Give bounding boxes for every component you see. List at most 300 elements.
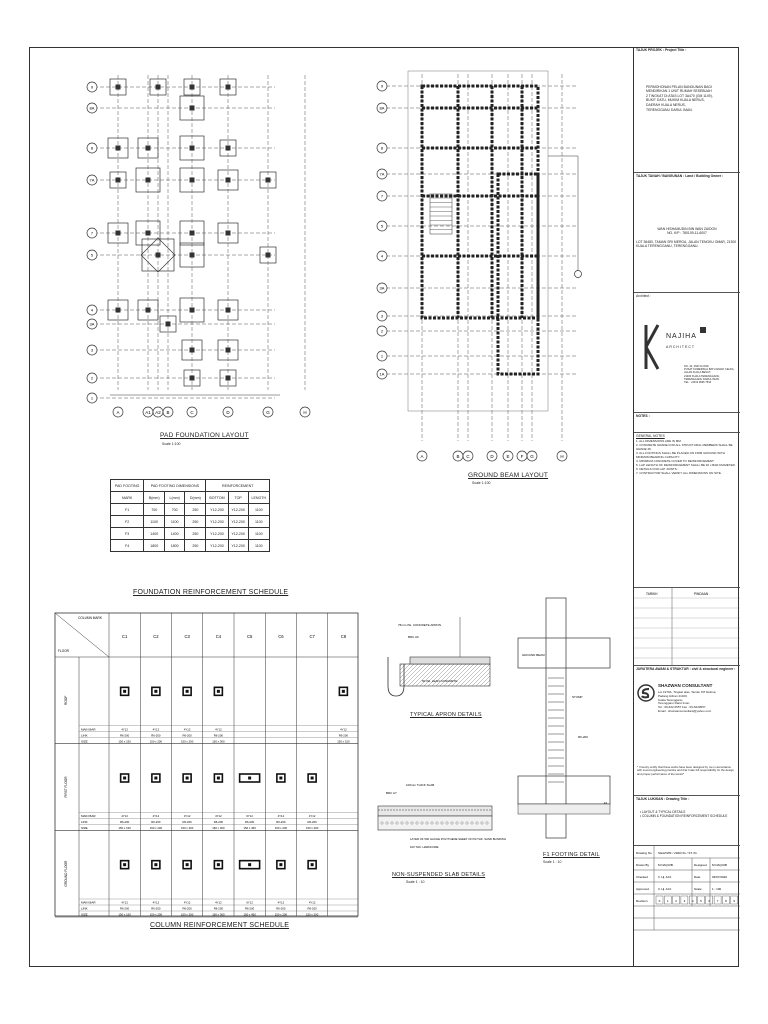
grid-label: 4 — [90, 307, 94, 313]
stump-column — [190, 253, 195, 258]
table-cell: 1100 — [248, 540, 269, 552]
table-cell: 1100 — [248, 516, 269, 528]
detail-label: LINK — [81, 906, 88, 911]
revision-mark: 2 — [675, 899, 677, 903]
floor-label: FIRST FLOOR — [64, 776, 68, 798]
grid-label: 8 — [90, 145, 94, 151]
grid-label: 8A — [89, 105, 95, 111]
firm-detail-line: JALAN KUALA BESUT, — [684, 371, 711, 375]
architect-block — [634, 292, 740, 412]
stump-column — [190, 231, 195, 236]
detail-label: SIZE — [81, 739, 88, 744]
grid-label: D — [226, 410, 230, 415]
rebar — [154, 863, 157, 866]
info-label: Checked — [636, 875, 648, 879]
column-mark: C7 — [309, 634, 315, 639]
info-value: M.NAQUIB — [658, 863, 673, 867]
grid-label: F — [520, 454, 524, 459]
rebar — [311, 777, 314, 780]
stump-column — [226, 348, 231, 353]
grid-label: A2 — [155, 410, 161, 415]
table-cell: 1800 — [144, 540, 165, 552]
detail-value: 4Y12 — [215, 813, 222, 818]
engineer-logo — [637, 684, 655, 704]
detail-value: 150 x 450 — [243, 825, 256, 830]
column-mark: C3 — [184, 634, 190, 639]
engineer-block — [634, 665, 740, 795]
stump-column — [116, 146, 121, 151]
revision-mark: 7 — [716, 899, 719, 903]
column-mark: C5 — [246, 634, 253, 639]
footing-base — [518, 776, 610, 804]
detail-value: 150 x 150 — [118, 825, 131, 830]
detail-value: R6-200 — [151, 906, 161, 911]
drawing-no: SHAZ/WK / 2020/ 01 / ST. 01 — [658, 851, 697, 855]
detail-label: LINK — [81, 819, 88, 824]
table-cell: 1100 — [144, 516, 165, 528]
grid-label: 7A — [89, 177, 95, 183]
project-title-line: DAERAH KUALA NERUS, — [646, 102, 686, 107]
stump-column — [116, 308, 121, 313]
table-cell: 250 — [185, 504, 206, 516]
stump-column — [166, 322, 171, 327]
detail-value: 4Y12 — [277, 813, 285, 818]
fs-head-dims: PAD FOOTING DIMENSIONS — [144, 480, 206, 492]
detail-value: R6-200 — [307, 906, 317, 911]
detail-label: SIZE — [81, 912, 88, 917]
stump-column — [226, 146, 231, 151]
detail-value: 150 x 150 — [337, 739, 350, 744]
column-mark: C8 — [340, 634, 347, 639]
staircase — [430, 194, 452, 234]
grid-label: H — [303, 410, 307, 415]
rebar — [217, 863, 220, 866]
revision-mark: 5 — [700, 899, 702, 903]
detail-value: 4Y12 — [308, 813, 316, 818]
detail-value: R6-200 — [120, 906, 130, 911]
grid-label: A1 — [145, 410, 151, 415]
info-value: 1 : 100 — [712, 887, 722, 891]
revision-mark: 6 — [708, 899, 711, 903]
fs-col-head: MARK — [111, 492, 144, 504]
project-title-line: TERENGGANU DARUL IMAN. — [646, 107, 693, 112]
detail-value: 4Y12 — [121, 900, 128, 905]
table-cell: 250 — [185, 516, 206, 528]
detail-label: MAIN BAR — [81, 813, 96, 818]
grid-label: 3A — [379, 285, 385, 291]
firm-detail-line: TEL : +6019 9696 7534 — [684, 381, 712, 385]
rebar — [154, 690, 157, 693]
owner-ic: NO. K/P : 780109-11-6007 — [667, 231, 707, 236]
general-notes-title: GENERAL NOTES — [636, 434, 665, 438]
apron-note: 50 thk. LEAN CONCRETE — [422, 679, 458, 683]
owner-label: TAJUK TANAH / BANGUNAN : Land / Building Owner : — [636, 174, 724, 178]
grid-label: C — [190, 410, 194, 415]
grid-label: 3A — [89, 321, 95, 327]
stump-column — [226, 376, 231, 381]
table-cell: 1100 — [165, 516, 185, 528]
rev-col-head: PINDAAN — [694, 592, 709, 596]
rebar — [279, 863, 282, 866]
stump-column — [146, 308, 151, 313]
table-cell: Y12-200 — [228, 516, 248, 528]
table-cell: 700 — [165, 504, 185, 516]
detail-value: 150 x 200 — [180, 739, 194, 744]
grid-label: 7 — [380, 193, 384, 199]
engineer-detail-line: Tel : 09-622 0557 Fax : 09-6229557 — [658, 705, 706, 710]
detail-label: LINK — [81, 733, 88, 738]
project-title-line: PERMOHONAN PELAN BANGUNAN BAGI — [646, 84, 712, 89]
stump-column — [146, 178, 151, 183]
detail-value: 4Y12 — [152, 900, 160, 905]
pad-foundation-layout — [80, 60, 307, 425]
pad-foundation-scale: Scale 1:100 — [162, 442, 181, 446]
rebar — [186, 863, 189, 866]
footing-detail — [508, 598, 633, 848]
sheet-title-line: • LAYOUT & TYPICAL DETAILS — [640, 809, 686, 814]
ground-beam-scale: Scale 1:100 — [472, 481, 491, 485]
table-cell: 1800 — [165, 540, 185, 552]
detail-value: 4Y12 — [183, 727, 191, 732]
fs-col-head: B(mm) — [144, 492, 165, 504]
grid-label: 5 — [380, 223, 384, 229]
detail-value: 4Y12 — [308, 900, 316, 905]
revision-mark: X — [658, 899, 661, 903]
revision-label: Revision — [636, 899, 648, 903]
ground-beam-title: GROUND BEAM LAYOUT — [468, 472, 549, 479]
info-label: Drawn By — [636, 863, 650, 867]
grid-label: B — [166, 410, 170, 415]
detail-value: 4Y12 — [215, 900, 222, 905]
revision-mark: 9 — [733, 899, 736, 903]
detail-value: 6Y12 — [246, 900, 253, 905]
grid-label: 7 — [90, 230, 94, 236]
floor-label: GROUND FLOOR — [64, 860, 68, 887]
info-label: Date — [694, 875, 701, 879]
firm-name: NAJIHA — [666, 333, 697, 340]
detail-value: R6-200 — [120, 819, 130, 824]
revision-mark: 4 — [691, 899, 694, 903]
owner-block — [634, 172, 740, 292]
project-title-line: 2 TINGKAT DI ATAS LOT 3A470 (GM 1149), — [646, 93, 713, 98]
stump-column — [156, 253, 161, 258]
hardcore-layer — [378, 816, 492, 830]
detail-value: 150 x 450 — [243, 912, 256, 917]
grid-label: 7A — [379, 171, 385, 177]
revision-mark: 3 — [683, 899, 686, 903]
grid-label: 2 — [380, 328, 384, 334]
detail-value: 4Y12 — [183, 900, 191, 905]
floor-label: ROOF — [64, 695, 68, 705]
detail-value: 4Y12 — [340, 727, 347, 732]
fs-col-head: LENGTH — [248, 492, 269, 504]
engineer-label: JURUTERA AWAM & STRUKTUR : civil & structural engineer : — [636, 667, 736, 671]
slab-note: LAYER OF 500 GAUGE POLYTHENE SHEET ON 50 THK. SAND BLINDING — [410, 837, 507, 841]
table-row — [111, 504, 270, 516]
detail-value: 150 x 300 — [212, 825, 225, 830]
fs-col-head: TOP — [228, 492, 248, 504]
stump-column — [190, 146, 195, 151]
apron-note: BRC A6 — [408, 635, 419, 639]
corner-label-top: COLUMN MARK — [78, 616, 102, 620]
notes-label: NOTES : — [636, 414, 650, 418]
detail-value: 150 x 200 — [149, 825, 163, 830]
detail-value: R6-200 — [120, 733, 130, 738]
detail-value: R6-200 — [307, 819, 317, 824]
stump-column — [116, 231, 121, 236]
table-cell: Y12-200 — [206, 540, 228, 552]
table-cell: F1 — [111, 504, 144, 516]
detail-value: 4Y12 — [215, 727, 222, 732]
fs-col-head: D(mm) — [185, 492, 206, 504]
table-cell: 1100 — [248, 504, 269, 516]
rebar — [248, 863, 251, 866]
fs-col-head: L(mm) — [165, 492, 185, 504]
grid-label: H — [560, 454, 564, 459]
grid-label: 2 — [90, 375, 94, 381]
stump-column — [190, 85, 195, 90]
pad-foundation-title: PAD FOUNDATION LAYOUT — [160, 432, 249, 439]
footing-note: STUMP — [572, 695, 583, 699]
stump-column — [226, 178, 231, 183]
grid-label: 9 — [90, 84, 94, 90]
grid-label: 5 — [90, 252, 94, 258]
grid-label: A — [116, 410, 120, 415]
footing-scale: Scale 1 : 10 — [543, 860, 562, 864]
rebar — [311, 863, 314, 866]
stump-column — [266, 253, 271, 258]
detail-value: R6-200 — [182, 906, 192, 911]
stump-column — [266, 178, 271, 183]
table-cell: Y12-200 — [206, 504, 228, 516]
table-row — [111, 528, 270, 540]
grid-label: 1 — [90, 395, 94, 401]
info-label: Approved — [636, 887, 649, 891]
slab-note: 100 THK. HARDCORE — [410, 845, 439, 849]
rebar — [217, 690, 220, 693]
detail-value: R6-200 — [182, 733, 192, 738]
engineer-firm: SHAZWAN CONSULTANT — [658, 683, 713, 688]
table-row — [111, 516, 270, 528]
grid-label: 8 — [380, 145, 384, 151]
grid-label: 3 — [380, 313, 384, 319]
stump-column — [156, 85, 161, 90]
drawing-title-block — [634, 795, 740, 845]
general-note: 3. ALL FOOTINGS SHALL BE PLACED ON FIRM GROUND WITH MINIMUM BEARING CAPACITY. — [636, 450, 725, 459]
general-note: 2. CONCRETE GRADE FOR ALL STRUCTURAL MEMBERS SHALL BE GRADE 25. — [636, 442, 733, 451]
table-cell: Y12-200 — [206, 516, 228, 528]
grid-label: 3 — [90, 347, 94, 353]
column-mark: C1 — [121, 634, 128, 639]
ground-beam-outline — [422, 86, 538, 318]
detail-value: 4Y12 — [277, 900, 285, 905]
detail-value: R6-200 — [182, 819, 192, 824]
footing-title: F1 FOOTING DETAIL — [543, 852, 600, 858]
rebar — [342, 690, 345, 693]
fs-head-mark: PAD FOOTING — [111, 480, 144, 492]
detail-value: R6-200 — [276, 906, 286, 911]
detail-value: R6-200 — [213, 906, 223, 911]
general-note: 7. CONTRACTOR SHALL VERIFY ALL DIMENSIONS ON SITE. — [636, 470, 722, 475]
detail-value: 150 x 200 — [149, 739, 163, 744]
notes-label-row — [634, 412, 740, 432]
lean-concrete — [518, 804, 610, 814]
firm-detail-line: TERENGGANU DARUL IMAN. — [684, 377, 720, 381]
architect-label: Architect : — [636, 294, 652, 298]
detail-value: 150 x 200 — [180, 912, 194, 917]
foundation-reinforcement-table — [110, 479, 270, 552]
grid-label: A — [420, 454, 424, 459]
stump-column — [226, 308, 231, 313]
rebar — [186, 690, 189, 693]
rebar — [186, 777, 189, 780]
firm-detail-line: 21400 KUALA TERENGGANU, — [684, 374, 720, 378]
table-cell: Y12-200 — [228, 528, 248, 540]
info-value: Ir. Hj. Aziz — [658, 887, 672, 891]
corner-label-bottom: FLOOR — [58, 649, 69, 653]
column-mark: C6 — [278, 634, 284, 639]
table-cell: F2 — [111, 516, 144, 528]
detail-label: MAIN BAR — [81, 900, 96, 905]
revision-mark: 8 — [725, 899, 727, 903]
rebar — [154, 777, 157, 780]
footing-note: F1 — [604, 801, 608, 805]
general-note: 1. ALL DIMENSIONS ARE IN MM. — [636, 438, 682, 443]
column-mark: C2 — [153, 634, 159, 639]
column-mark: C4 — [215, 634, 222, 639]
table-cell: 1400 — [144, 528, 165, 540]
drawing-no-label: Drawing No. — [636, 851, 653, 855]
grid-label: 1A — [379, 371, 385, 377]
rebar — [123, 690, 126, 693]
detail-label: SIZE — [81, 825, 88, 830]
project-label: TAJUK PROJEK : Project Title : — [636, 48, 687, 52]
detail-value: 150 x 200 — [274, 912, 288, 917]
rev-col-head: TARIKH — [646, 592, 658, 596]
detail-value: R6-200 — [276, 819, 286, 824]
table-cell: 250 — [185, 540, 206, 552]
detail-value: 150 x 200 — [305, 825, 319, 830]
rebar — [279, 777, 282, 780]
table-cell: 250 — [185, 528, 206, 540]
firm-detail-line: NO. 42, 2ND FLOOR, — [684, 365, 710, 368]
column-reinforcement-table — [54, 612, 362, 917]
engineer-detail-line: Terengganu Darul Iman. — [658, 701, 691, 706]
grid-label: 8A — [379, 105, 385, 111]
revision-table — [634, 587, 740, 665]
stump-column — [190, 348, 195, 353]
firm-sub: ARCHITECT — [666, 345, 696, 349]
table-cell: 700 — [144, 504, 165, 516]
detail-value: 150 x 200 — [274, 825, 288, 830]
grid-label: D — [490, 454, 494, 459]
column-schedule-title: COLUMN REINFORCEMENT SCHEDULE — [150, 922, 290, 929]
manhole — [575, 271, 582, 278]
title-block — [633, 47, 739, 967]
revision-mark: 1 — [666, 899, 669, 903]
detail-value: 150 x 200 — [305, 912, 319, 917]
detail-value: 150 x 150 — [118, 912, 131, 917]
detail-value: R6-200 — [151, 819, 161, 824]
project-title-line: BUKIT DATU, MUKIM KUALA NERUS, — [646, 98, 705, 103]
detail-value: R6-200 — [151, 733, 161, 738]
stump-column — [226, 231, 231, 236]
stump-column — [190, 308, 195, 313]
grid-label: B — [456, 454, 460, 459]
footing-note: R6-200 — [578, 735, 588, 739]
grid-label: 9 — [380, 83, 384, 89]
stump-column — [190, 106, 195, 111]
detail-value: R6-200 — [245, 819, 255, 824]
detail-value: 150 x 200 — [180, 825, 194, 830]
detail-label: MAIN BAR — [81, 727, 96, 732]
table-cell: F3 — [111, 528, 144, 540]
detail-value: 150 x 200 — [149, 912, 163, 917]
stump-column — [116, 85, 121, 90]
boundary-line — [408, 71, 548, 411]
stump-column — [226, 85, 231, 90]
engineer-detail-line: Lot 1979A, Tingkat atas, Taman MT Delima, — [658, 690, 717, 694]
detail-value: 4Y12 — [121, 727, 128, 732]
general-note: 5. LAP LENGTH OF REINFORCEMENT SHALL BE 40 x BAR DIAMETER. — [636, 462, 736, 467]
grid-label: G — [266, 410, 270, 415]
slab-note: BRC A7 — [386, 791, 397, 795]
stump-column — [146, 231, 151, 236]
footing-note: GROUND BEAM — [522, 653, 545, 657]
detail-value: 4Y12 — [121, 813, 128, 818]
owner-address: LOT 36480, TAMAN SRI MERGA, JALAN TENGKU OMAR, 21300 KUALA TERENGGANU, TERENGGANU. — [636, 239, 737, 249]
apron-slab — [410, 657, 490, 664]
sheet-title-label: TAJUK LUKISAN : Drawing Title : — [636, 797, 690, 801]
non-suspended-slab-detail — [376, 778, 507, 868]
detail-value: 150 x 300 — [212, 739, 225, 744]
general-notes-block — [634, 432, 740, 587]
table-cell: F4 — [111, 540, 144, 552]
info-value: 03/07/2020 — [712, 875, 728, 879]
info-label: Scale — [694, 887, 702, 891]
general-note: 6. DETAILS FOR LAP JOINTS : — [636, 466, 679, 471]
engineer-declaration: * I hereby certify that these works have been designed by me in accordance with sound engineering practice and that I take full responsibility for the design and proper performance of the works* — [637, 765, 734, 776]
drawing-info-table — [634, 845, 740, 967]
table-cell: 1400 — [165, 528, 185, 540]
general-note: 4. MINIMUM CONCRETE COVER TO REINFORCEMENT: — [636, 458, 715, 463]
table-cell: 1100 — [248, 528, 269, 540]
detail-value: 4Y12 — [152, 727, 160, 732]
rebar — [123, 777, 126, 780]
grid-label: 1 — [380, 353, 384, 359]
typical-apron-detail — [380, 602, 490, 712]
table-row — [111, 540, 270, 552]
slab-note: 100mm THICK SLAB — [406, 783, 435, 787]
engineer-detail-line: Email : shazwanconsultant@yahoo.com — [658, 708, 712, 713]
firm-detail-line: PUSAT KOMERSIAL BATU ENAM, FELDA, — [684, 368, 735, 372]
detail-value: R6-200 — [213, 733, 223, 738]
stump-column — [190, 178, 195, 183]
table-border — [55, 613, 358, 916]
detail-value: 4Y12 — [152, 813, 160, 818]
fs-head-reinf: REINFORCEMENT — [206, 480, 270, 492]
detail-value: R6-200 — [245, 906, 255, 911]
detail-value: 150 x 300 — [212, 912, 225, 917]
detail-value: 4Y12 — [183, 813, 191, 818]
rebar — [123, 863, 126, 866]
rebar — [248, 777, 251, 780]
table-cell: Y12-200 — [206, 528, 228, 540]
ground-beam-layout — [372, 66, 602, 466]
stump-column — [146, 146, 151, 151]
slab-title: NON-SUSPENDED SLAB DETAILS — [392, 872, 486, 878]
grid-label: C — [466, 454, 470, 459]
